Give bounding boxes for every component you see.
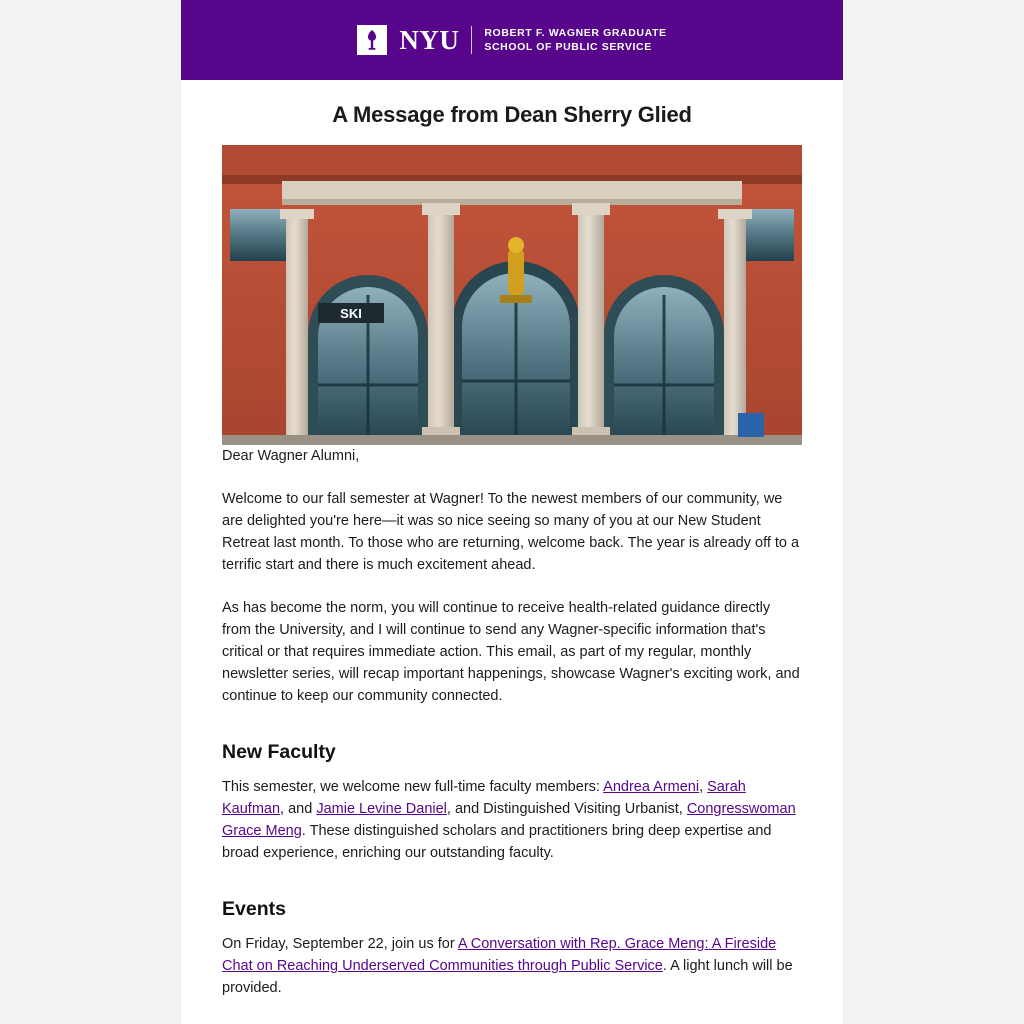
link-andrea-armeni[interactable]: Andrea Armeni	[603, 779, 700, 795]
paragraph-1: Welcome to our fall semester at Wagner! To the newest members of our community, we are delighted you're here—it was so nice seeing so many of you at our New Student Retreat last month. To those who are returning, welcome back. The year is already off to a terrific start and there is much excitement ahead.	[222, 491, 800, 573]
svg-text:SKI: SKI	[340, 306, 362, 321]
logo-school-line1: ROBERT F. WAGNER GRADUATE	[484, 26, 667, 39]
section-heading-events: Events	[222, 898, 286, 920]
page-title: A Message from Dean Sherry Glied	[332, 102, 692, 127]
link-congresswoman-grace-meng[interactable]: Congresswoman Grace Meng	[222, 801, 796, 839]
logo-school-line2: SCHOOL OF PUBLIC SERVICE	[484, 41, 652, 53]
link-sarah-kaufman[interactable]: Sarah Kaufman	[222, 779, 746, 817]
events-intro: On Friday, September 22, join us for	[222, 936, 458, 952]
section-heading-new-faculty: New Faculty	[222, 741, 336, 763]
events-outro: . A light lunch will be provided.	[222, 958, 793, 996]
ski-sign	[318, 303, 384, 323]
new-faculty-sep-1: ,	[699, 779, 708, 795]
logo-school-name	[484, 26, 666, 54]
logo-nyu-text: NYU	[399, 24, 460, 55]
new-faculty-paragraph	[222, 776, 802, 864]
logo-divider	[471, 26, 472, 54]
hero-image	[222, 145, 802, 445]
new-faculty-outro: . These distinguished scholars and practitioners bring deep expertise and broad experience, enriching our outstanding faculty.	[222, 823, 772, 861]
email-body	[181, 0, 843, 1024]
link-jamie-levine-daniel[interactable]: Jamie Levine Daniel	[316, 801, 447, 817]
new-faculty-mid: , and Distinguished Visiting Urbanist,	[446, 801, 687, 817]
salutation: Dear Wagner Alumni,	[222, 448, 360, 464]
events-paragraph	[222, 933, 802, 999]
new-faculty-sep-2: , and	[280, 801, 317, 817]
new-faculty-intro: This semester, we welcome new full-time faculty members:	[222, 779, 604, 795]
email-content	[181, 102, 843, 999]
paragraph-2: As has become the norm, you will continue to receive health-related guidance directly from the University, and I will continue to send any Wagner-specific information that's critical or that requires immediate action. This email, as part of my regular, monthly newsletter series, will recap important happenings, showcase Wagner's exciting work, and continue to keep our community connected.	[222, 600, 800, 704]
email-header	[181, 0, 843, 80]
nyu-wagner-logo[interactable]	[357, 25, 666, 55]
link-grace-meng-fireside-chat[interactable]: A Conversation with Rep. Grace Meng: A Fireside Chat on Reaching Underserved Communities through Public Service	[222, 936, 777, 974]
torch-icon	[357, 25, 387, 55]
